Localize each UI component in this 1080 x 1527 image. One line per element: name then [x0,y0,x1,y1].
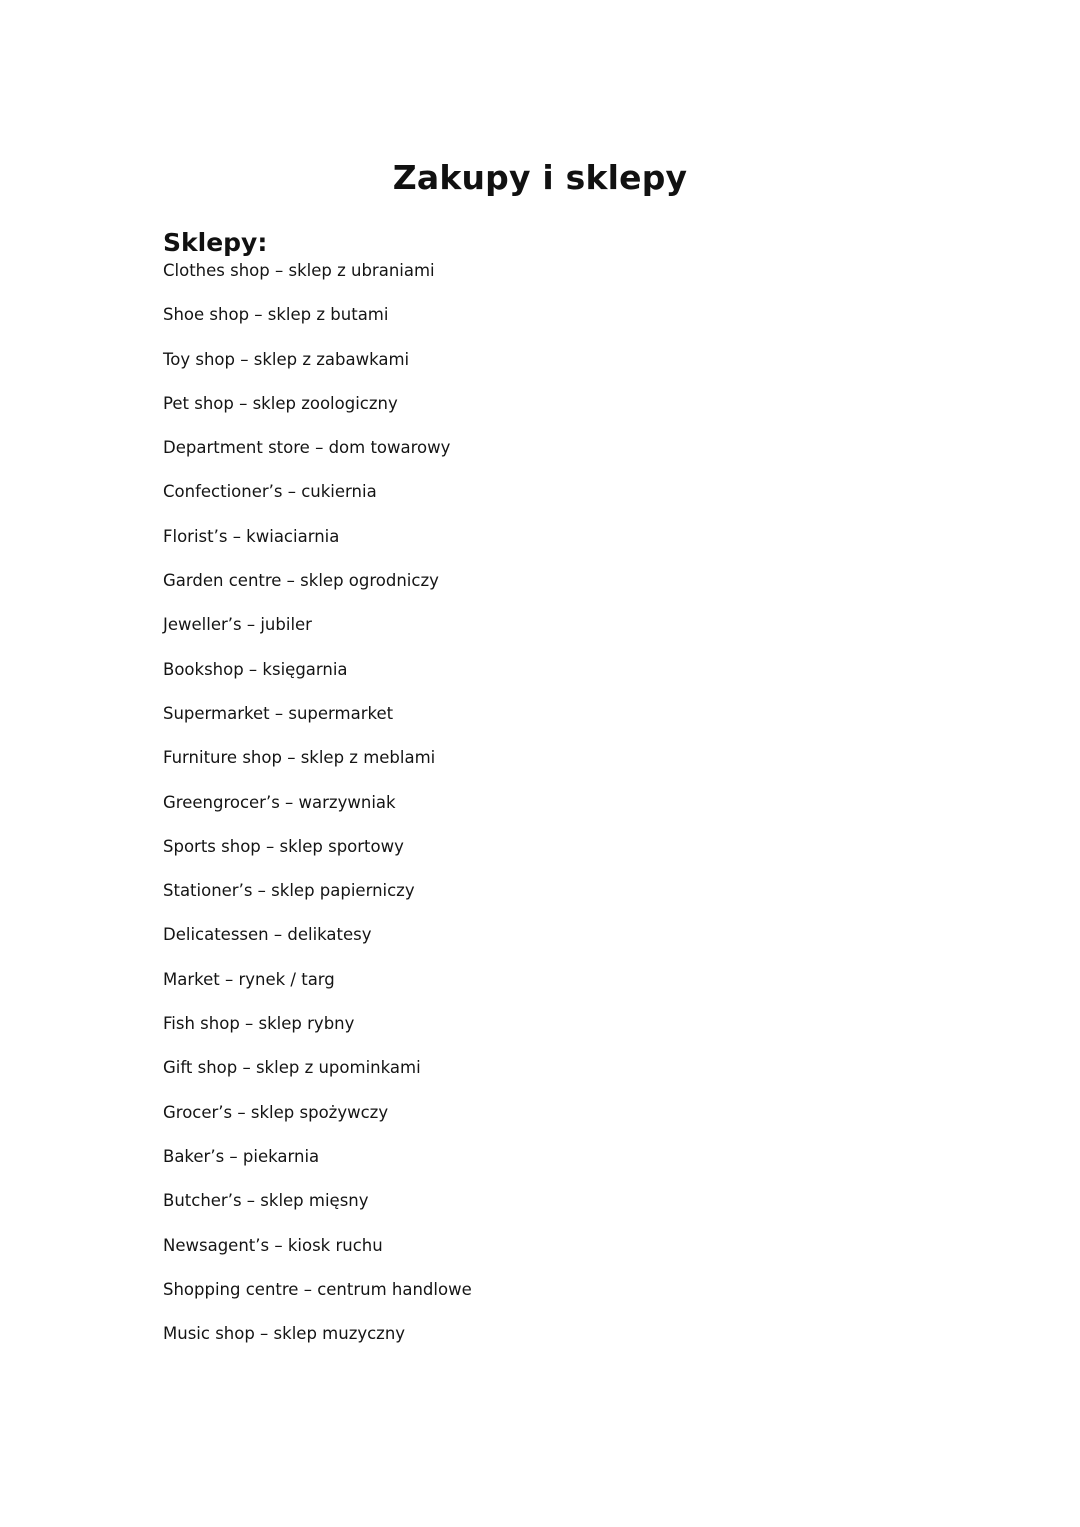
list-item: Shopping centre – centrum handlowe [163,1279,472,1299]
list-item: Clothes shop – sklep z ubraniami [163,261,435,280]
list-item: Market – rynek / targ [163,969,335,989]
list-item: Newsagent’s – kiosk ruchu [163,1235,383,1255]
list-item: Butcher’s – sklep mięsny [163,1191,369,1211]
list-item: Toy shop – sklep z zabawkami [163,349,410,369]
list-item: Stationer’s – sklep papierniczy [163,881,415,901]
list-item: Baker’s – piekarnia [163,1146,320,1166]
page-title: Zakupy i sklepy [392,158,688,197]
section-heading: Sklepy: [163,228,268,257]
list-item: Supermarket – supermarket [163,703,394,723]
list-item: Grocer’s – sklep spożywczy [163,1102,389,1122]
list-item: Music shop – sklep muzyczny [163,1324,406,1344]
list-item: Florist’s – kwiaciarnia [163,526,340,546]
list-item: Delicatessen – delikatesy [163,925,372,945]
list-item: Jeweller’s – jubiler [163,615,312,635]
list-item: Shoe shop – sklep z butami [163,305,389,325]
list-item: Sports shop – sklep sportowy [163,836,404,856]
list-item: Greengrocer’s – warzywniak [163,792,396,812]
list-item: Fish shop – sklep rybny [163,1014,355,1034]
list-item: Garden centre – sklep ogrodniczy [163,571,439,591]
vocabulary-list [163,258,472,1365]
list-item: Confectioner’s – cukiernia [163,482,377,502]
list-item: Department store – dom towarowy [163,438,451,458]
list-item: Furniture shop – sklep z meblami [163,748,436,768]
list-item: Bookshop – księgarnia [163,659,348,679]
list-item: Gift shop – sklep z upominkami [163,1058,421,1078]
list-item: Pet shop – sklep zoologiczny [163,393,398,413]
